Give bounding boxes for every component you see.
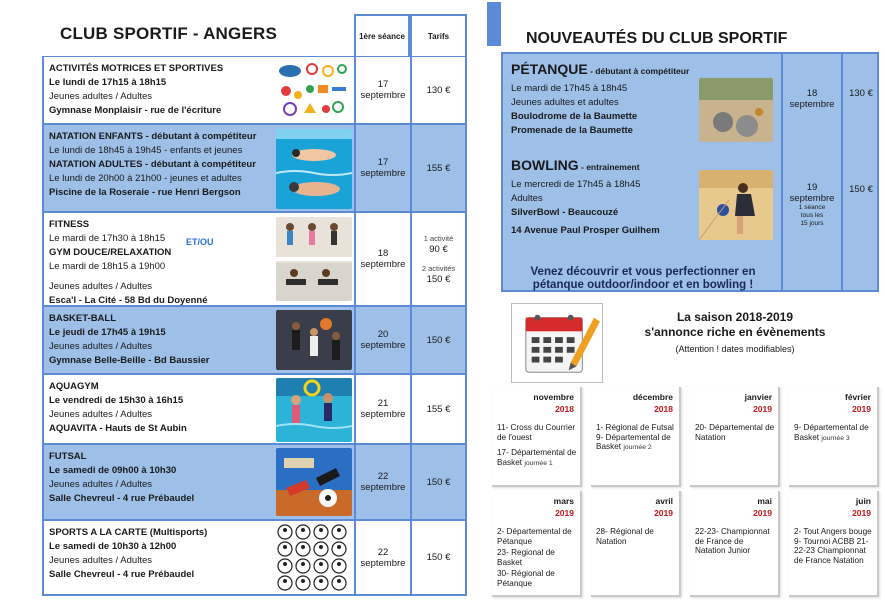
price: 90 €	[429, 244, 448, 255]
start-month: septembre	[360, 409, 406, 420]
month-name: février	[845, 392, 871, 402]
event-item: 22-23- Championnat de France de Natation Junior	[695, 527, 770, 556]
petanque-image	[699, 78, 773, 142]
bowling-audience: Adultes	[511, 193, 543, 204]
start-month: septembre	[360, 259, 406, 270]
start-day: 17	[377, 157, 389, 168]
event-item: 9- Tournoi ACBB 21-22-23 Championnat de France Natation	[794, 536, 869, 565]
petanque-start-month: septembre	[789, 99, 835, 110]
activity-schedule: Le vendredi de 15h30 à 16h15	[49, 395, 184, 406]
bowling-image	[699, 170, 773, 240]
basketball-image	[276, 310, 352, 370]
activity-row	[42, 444, 467, 520]
petanque-price: 130 €	[849, 88, 873, 99]
start-day: 22	[377, 471, 389, 482]
month-name: janvier	[744, 392, 772, 402]
bowling-frequency: 1 séance tous les 15 jours	[798, 204, 826, 227]
activity-title: NATATION ENFANTS - débutant à compétiteur	[49, 131, 257, 142]
price: 150 €	[426, 552, 451, 563]
start-month: septembre	[360, 340, 406, 351]
season-announcement	[620, 310, 850, 354]
start-day: 22	[377, 546, 389, 558]
event-item: 2- Tout Angers bouge	[794, 527, 872, 536]
motor-equipment-image	[276, 61, 352, 119]
month-card-avril	[591, 491, 681, 597]
event-item: 11- Cross du Courrier de l'ouest	[497, 423, 576, 442]
activity-location: Piscine de la Roseraie - rue Henri Bergson	[49, 187, 241, 198]
activity-title: FUTSAL	[49, 451, 87, 462]
promo-text: Venez découvrir et vous perfectionner en pétanque outdoor/indoor et en bowling !	[530, 266, 756, 291]
event-item: 17- Départemental de Basket journée 1	[497, 448, 577, 467]
activity-schedule: Le samedi de 10h30 à 12h00	[49, 541, 177, 552]
activity-row	[42, 520, 467, 596]
price: 130 €	[426, 84, 451, 96]
aquagym-image	[276, 378, 352, 442]
month-name: avril	[655, 496, 673, 506]
month-year: 2019	[555, 508, 574, 518]
event-item: 2- Départemental de Pétanque	[497, 527, 572, 546]
price-label: 1 activité	[423, 234, 454, 243]
bowling-start-month: septembre	[789, 193, 835, 204]
bowling-title: BOWLING	[511, 157, 579, 173]
title-accent-bar	[487, 2, 501, 46]
activity-row	[42, 124, 467, 212]
month-name: juin	[855, 496, 871, 506]
petanque-title: PÉTANQUE	[511, 61, 588, 77]
month-card-decembre	[591, 387, 681, 487]
season-note: (Attention ! dates modifiables)	[675, 344, 795, 354]
bowling-level: - entrainement	[578, 162, 640, 172]
petanque-level: - débutant à compétiteur	[587, 66, 690, 76]
price-label: 2 activités	[421, 264, 456, 273]
month-year: 2019	[753, 508, 772, 518]
col-header-seance: 1ère séance	[354, 14, 410, 56]
month-card-janvier	[690, 387, 780, 487]
activity-location: Salle Chevreul - 4 rue Prébaudel	[49, 493, 195, 504]
month-card-mai	[690, 491, 780, 597]
event-item: 9- Départemental de Basket journée 3	[794, 423, 869, 442]
activity-row	[42, 374, 467, 444]
activity-title: FITNESS	[49, 219, 90, 230]
petanque-location: Boulodrome de la Baumette	[511, 111, 638, 122]
activity-row	[42, 56, 467, 124]
activity-title: GYM DOUCE/RELAXATION	[49, 247, 172, 258]
month-year: 2018	[654, 404, 673, 414]
start-month: septembre	[360, 557, 406, 569]
price: 150 €	[426, 274, 451, 285]
activity-schedule: Le samedi de 09h00 à 10h30	[49, 465, 177, 476]
petanque-start-day: 18	[806, 88, 818, 99]
activity-location: Salle Chevreul - 4 rue Prébaudel	[49, 569, 195, 580]
activity-location: AQUAVITA - Hauts de St Aubin	[49, 423, 187, 434]
swimming-image	[276, 129, 352, 209]
futsal-image	[276, 448, 352, 516]
month-name: décembre	[632, 392, 673, 402]
activity-schedule: Le jeudi de 17h45 à 19h15	[49, 327, 166, 338]
activity-audience: Jeunes adultes / Adultes	[49, 281, 152, 292]
event-item: 20- Départemental de Natation	[695, 423, 775, 442]
season-subheading: s'annonce riche en évènements	[644, 325, 826, 339]
activity-audience: Jeunes adultes / Adultes	[49, 341, 152, 352]
activity-schedule: Le lundi de 17h15 à 18h15	[49, 77, 167, 88]
activity-schedule: Le lundi de 18h45 à 19h45 - enfants et jeunes	[49, 145, 243, 156]
activity-title: AQUAGYM	[49, 381, 99, 392]
activity-audience: Jeunes adultes / Adultes	[49, 555, 152, 566]
bowling-block	[511, 158, 660, 238]
activity-location: Esca'l - La Cité - 58 Bd du Doyenné	[49, 295, 208, 306]
left-title: CLUB SPORTIF - ANGERS	[60, 24, 278, 43]
activity-row	[42, 212, 467, 306]
start-month: septembre	[360, 482, 406, 493]
start-day: 20	[377, 329, 389, 340]
price: 150 €	[426, 476, 451, 488]
activity-title: ACTIVITÉS MOTRICES ET SPORTIVES	[49, 63, 224, 74]
season-heading: La saison 2018-2019	[676, 310, 794, 324]
petanque-audience: Jeunes adultes et adultes	[511, 97, 619, 108]
petanque-address: Promenade de la Baumette	[511, 125, 633, 136]
event-item: 9- Départemental de Basket journée 2	[596, 432, 671, 452]
month-card-mars	[492, 491, 582, 597]
activity-schedule: Le lundi de 20h00 à 21h00 - jeunes et adultes	[49, 173, 242, 184]
right-title: NOUVEAUTÉS DU CLUB SPORTIF	[526, 30, 788, 47]
bowling-schedule: Le mercredi de 17h45 à 18h45	[511, 179, 641, 190]
month-year: 2018	[555, 404, 574, 414]
bowling-start-day: 19	[806, 182, 818, 193]
event-item: 30- Régional de Pétanque	[497, 569, 555, 588]
petanque-block	[511, 62, 689, 138]
month-name: novembre	[533, 392, 574, 402]
activity-audience: Jeunes adultes / Adultes	[49, 91, 152, 102]
fitness-image	[276, 217, 352, 301]
activity-title: SPORTS A LA CARTE (Multisports)	[49, 527, 208, 538]
month-year: 2019	[654, 508, 673, 518]
month-card-fevrier	[789, 387, 879, 487]
activity-location: Gymnase Belle-Beille - Bd Baussier	[49, 355, 210, 366]
price: 150 €	[426, 334, 451, 346]
activity-schedule: Le mardi de 18h15 à 19h00	[49, 261, 166, 272]
event-item: 1- Régional de Futsal	[596, 423, 674, 432]
activity-location: Gymnase Monplaisir - rue de l'écriture	[49, 105, 222, 116]
activity-row	[42, 306, 467, 374]
month-card-novembre	[492, 387, 582, 487]
and-or-label: ET/OU	[186, 237, 214, 247]
month-name: mars	[553, 496, 574, 506]
start-day: 21	[377, 398, 389, 409]
month-year: 2019	[852, 508, 871, 518]
activity-title: NATATION ADULTES - débutant à compétiteur	[49, 159, 256, 170]
multisports-icons-image	[276, 523, 352, 593]
bowling-price: 150 €	[849, 184, 873, 195]
event-item: 23- Regional de Basket	[497, 548, 555, 567]
news-box	[501, 52, 879, 292]
event-item: 28- Régional de Natation	[596, 527, 654, 546]
month-year: 2019	[852, 404, 871, 414]
activity-audience: Jeunes adultes / Adultes	[49, 409, 152, 420]
start-month: septembre	[360, 90, 406, 101]
start-month: septembre	[360, 168, 406, 179]
price: 155 €	[426, 162, 451, 174]
price: 155 €	[426, 403, 451, 415]
bowling-location: SilverBowl - Beaucouzé	[511, 207, 619, 218]
petanque-schedule: Le mardi de 17h45 à 18h45	[511, 83, 628, 94]
start-day: 18	[377, 248, 389, 259]
calendar-icon	[511, 303, 603, 383]
col-header-tarifs: Tarifs	[410, 14, 467, 56]
month-year: 2019	[753, 404, 772, 414]
activity-title: BASKET-BALL	[49, 313, 117, 324]
bowling-address: 14 Avenue Paul Prosper Guilhem	[511, 225, 660, 236]
start-day: 17	[377, 79, 389, 90]
activity-schedule: Le mardi de 17h30 à 18h15	[49, 233, 166, 244]
month-name: mai	[757, 496, 772, 506]
month-card-juin	[789, 491, 879, 597]
activity-audience: Jeunes adultes / Adultes	[49, 479, 152, 490]
